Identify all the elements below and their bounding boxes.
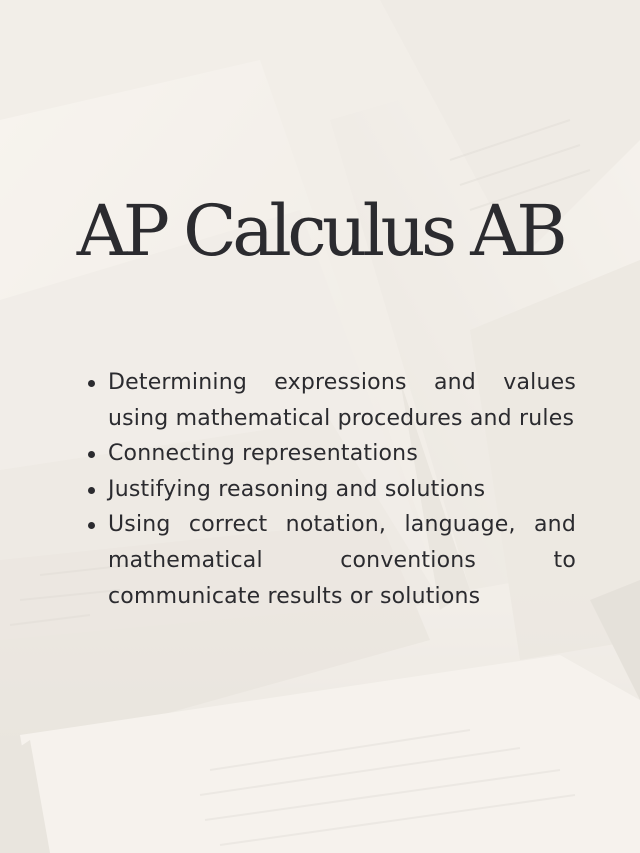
bullet-item: Connecting representations [86,436,576,472]
bullet-item: Using correct notation, language, and mathematical conventions to communicate results or solutions [86,507,576,614]
page-title: AP Calculus AB [76,190,564,272]
bullet-item: Justifying reasoning and solutions [86,472,576,508]
bullet-item: Determining expressions and values using mathematical procedures and rules [86,365,576,436]
bullet-list [86,365,576,614]
